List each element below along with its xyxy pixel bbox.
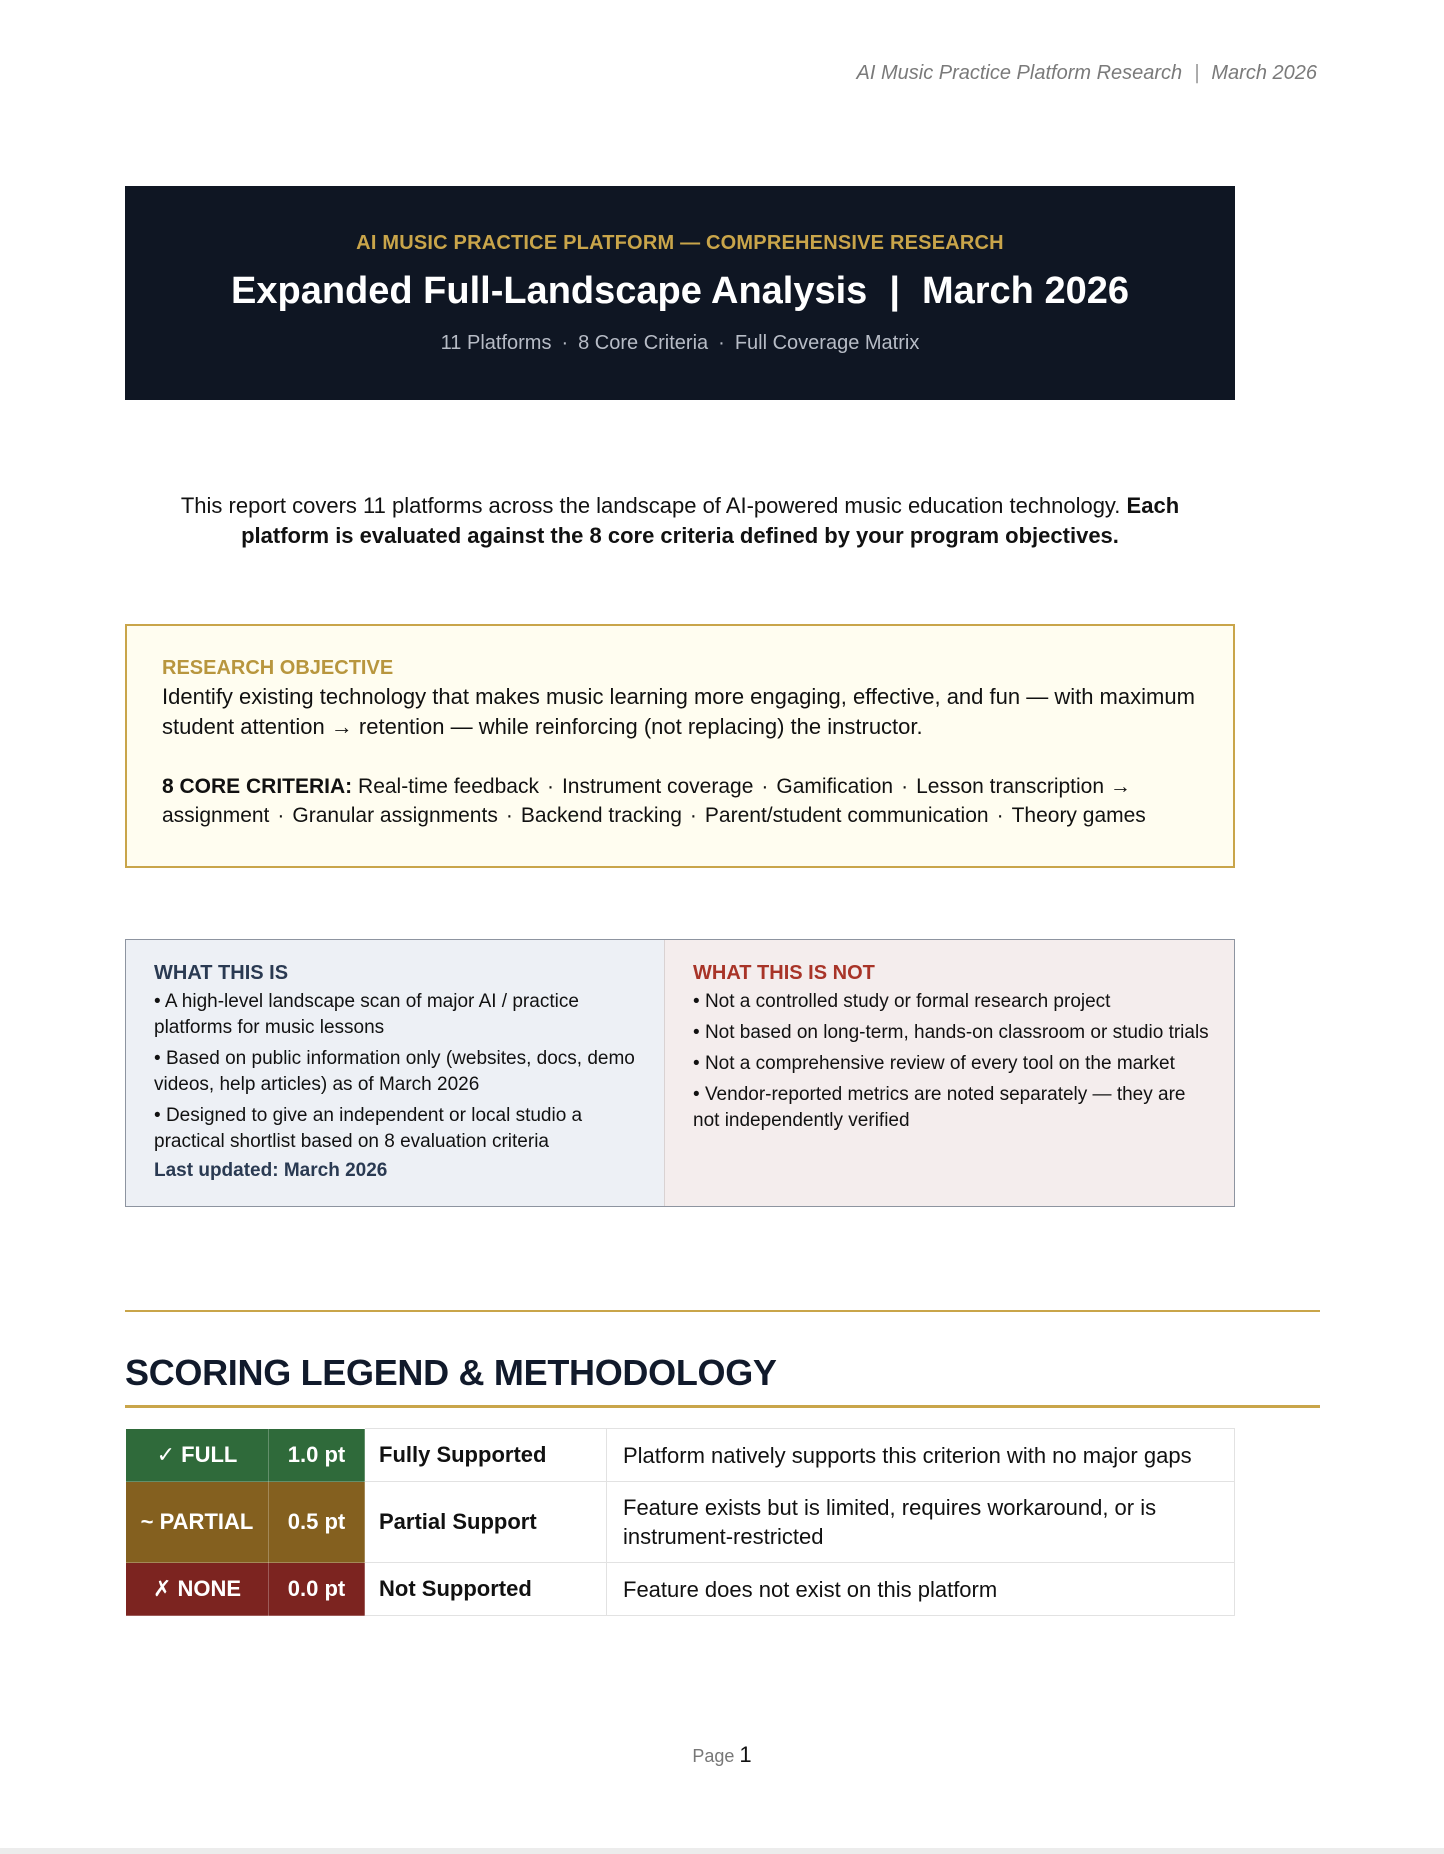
- what-this-is-not-heading: WHAT THIS IS NOT: [693, 962, 875, 984]
- exclusion-bullet: • Not a controlled study or formal research project: [693, 991, 1111, 1012]
- legend-row-full: [126, 1429, 1235, 1482]
- exclusion-bullet-text: Not a comprehensive review of every tool on the market: [704, 1053, 1175, 1074]
- criteria-dot: ·: [277, 804, 285, 827]
- banner-subtitle-item: Full Coverage Matrix: [734, 332, 920, 354]
- intro-text: This report covers 11 platforms across the landscape of AI-powered music education technology.: [180, 493, 1121, 518]
- banner-subtitle-dot: ·: [561, 332, 569, 354]
- criteria-dot: ·: [901, 775, 909, 798]
- banner-subtitle: [125, 332, 1235, 355]
- criterion: Parent/student communication: [704, 804, 989, 827]
- legend-row-none: [126, 1563, 1235, 1616]
- objective-label: RESEARCH OBJECTIVE: [162, 657, 394, 679]
- section-heading: SCORING LEGEND & METHODOLOGY: [125, 1352, 777, 1393]
- banner-title-main: Expanded Full-Landscape Analysis: [231, 270, 868, 312]
- score-badge-partial: ~ PARTIAL: [126, 1482, 269, 1563]
- last-updated: Last updated: March 2026: [154, 1160, 388, 1181]
- research-objective-box: [125, 624, 1235, 868]
- banner-title: [125, 270, 1235, 313]
- what-this-is-heading: WHAT THIS IS: [154, 962, 289, 984]
- scope-bullet-text: Based on public information only (websites, docs, demo videos, help articles) as of March 2026: [154, 1048, 635, 1095]
- intro-paragraph: [150, 491, 1210, 551]
- scope-bullet-text: Designed to give an independent or local studio a practical shortlist based on 8 evaluation criteria: [154, 1105, 583, 1152]
- criteria-dot: ·: [546, 775, 554, 798]
- exclusion-bullet: • Not based on long-term, hands-on classroom or studio trials: [693, 1022, 1209, 1043]
- page-bottom-edge: [0, 1848, 1444, 1854]
- banner-kicker: AI MUSIC PRACTICE PLATFORM — COMPREHENSIVE RESEARCH: [356, 232, 1004, 254]
- score-points: 0.5 pt: [269, 1482, 365, 1563]
- exclusion-bullet-text: Vendor-reported metrics are noted separately — they are not independently verified: [693, 1084, 1186, 1131]
- banner-subtitle-item: 8 Core Criteria: [578, 332, 709, 354]
- section-heading-underline: [125, 1405, 1320, 1408]
- scope-box: [125, 939, 1235, 1207]
- section-divider: [125, 1310, 1320, 1312]
- legend-row-partial: [126, 1482, 1235, 1563]
- banner-subtitle-item: 11 Platforms: [440, 332, 552, 354]
- scoring-legend-table: [125, 1428, 1235, 1616]
- scope-bullet-text: A high-level landscape scan of major AI / practice platforms for music lessons: [154, 991, 579, 1038]
- score-badge-none: ✗ NONE: [126, 1563, 269, 1616]
- running-header-separator: |: [1194, 62, 1200, 84]
- page-number: 1: [739, 1742, 752, 1767]
- criteria-dot: ·: [505, 804, 513, 827]
- score-name: Partial Support: [365, 1482, 607, 1563]
- intro-bold-text: Each platform is evaluated against the 8 core criteria defined by your program objectives.: [241, 493, 1180, 548]
- objective-statement: Identify existing technology that makes music learning more engaging, effective, and fun — with maximum student attention → retention — while reinforcing (not replacing) the instructor.: [162, 684, 1195, 739]
- scope-bullet: • Based on public information only (websites, docs, demo videos, help articles) as of March 2026: [154, 1048, 635, 1095]
- banner-title-separator: |: [889, 270, 900, 312]
- criterion: Instrument coverage: [561, 775, 754, 798]
- exclusion-bullet-text: Not based on long-term, hands-on classroom or studio trials: [704, 1022, 1209, 1043]
- page-footer: [0, 1742, 1444, 1768]
- banner-title-date: March 2026: [921, 270, 1129, 312]
- score-points: 1.0 pt: [269, 1429, 365, 1482]
- score-points: 0.0 pt: [269, 1563, 365, 1616]
- running-header: [857, 62, 1317, 85]
- score-description: Platform natively supports this criterion with no major gaps: [607, 1429, 1235, 1482]
- score-description: Feature does not exist on this platform: [607, 1563, 1235, 1616]
- criteria-dot: ·: [761, 775, 769, 798]
- exclusion-bullet-text: Not a controlled study or formal research project: [704, 991, 1111, 1012]
- running-header-date: March 2026: [1211, 62, 1317, 84]
- criteria-dot: ·: [689, 804, 697, 827]
- score-name: Fully Supported: [365, 1429, 607, 1482]
- criterion: Gamification: [776, 775, 894, 798]
- criterion: Lesson transcription → assignment: [162, 775, 1131, 827]
- criterion: Theory games: [1011, 804, 1146, 827]
- criteria-label: 8 CORE CRITERIA:: [162, 775, 353, 798]
- score-badge-full: ✓ FULL: [126, 1429, 269, 1482]
- title-banner: [125, 186, 1235, 400]
- score-name: Not Supported: [365, 1563, 607, 1616]
- scope-bullet: • A high-level landscape scan of major AI / practice platforms for music lessons: [154, 991, 579, 1038]
- criterion: Real-time feedback: [358, 775, 539, 798]
- exclusion-bullet: • Vendor-reported metrics are noted separately — they are not independently verified: [693, 1084, 1186, 1131]
- what-this-is-column: [126, 940, 664, 1206]
- scope-bullet: • Designed to give an independent or local studio a practical shortlist based on 8 evaluation criteria: [154, 1105, 583, 1152]
- core-criteria: [162, 772, 1199, 830]
- exclusion-bullet: • Not a comprehensive review of every tool on the market: [693, 1053, 1175, 1074]
- criteria-dot: ·: [996, 804, 1004, 827]
- criterion: Granular assignments: [292, 804, 498, 827]
- banner-subtitle-dot: ·: [718, 332, 725, 354]
- what-this-is-not-column: [664, 940, 1234, 1206]
- criterion: Backend tracking: [520, 804, 682, 827]
- page-label: Page: [692, 1746, 735, 1766]
- score-description: Feature exists but is limited, requires workaround, or is instrument-restricted: [607, 1482, 1235, 1563]
- running-header-title: AI Music Practice Platform Research: [856, 62, 1183, 84]
